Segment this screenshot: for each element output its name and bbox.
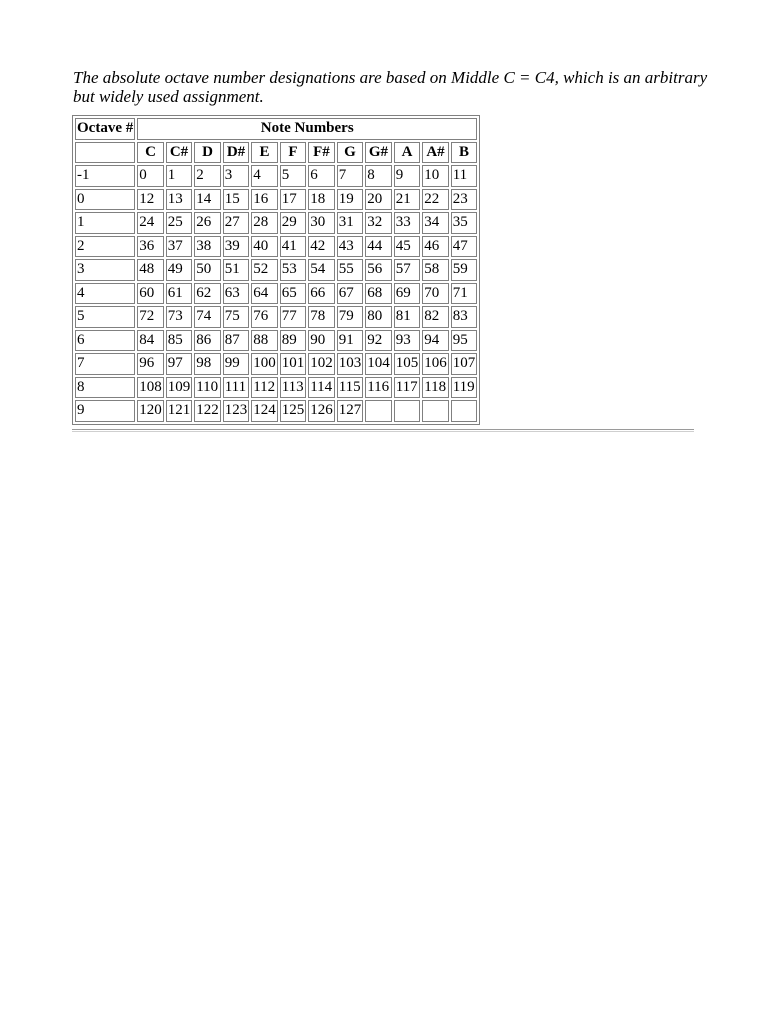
octave-cell: 6 (75, 330, 135, 352)
note-number-cell: 57 (394, 259, 421, 281)
note-number-cell: 42 (308, 236, 335, 258)
note-number-cell: 108 (137, 377, 164, 399)
header-row-top (75, 118, 477, 140)
note-number-cell: 52 (251, 259, 278, 281)
note-number-cell: 19 (337, 189, 364, 211)
note-number-cell: 2 (194, 165, 221, 187)
note-name-header: G (337, 142, 364, 164)
note-number-cell: 26 (194, 212, 221, 234)
table-body (75, 165, 477, 422)
note-number-cell: 64 (251, 283, 278, 305)
note-number-cell: 14 (194, 189, 221, 211)
note-number-cell: 54 (308, 259, 335, 281)
note-number-cell: 85 (166, 330, 193, 352)
note-number-cell: 97 (166, 353, 193, 375)
table-row (75, 306, 477, 328)
note-number-cell: 65 (280, 283, 307, 305)
note-numbers-header: Note Numbers (137, 118, 477, 140)
note-number-cell: 4 (251, 165, 278, 187)
note-number-cell: 74 (194, 306, 221, 328)
note-number-cell: 55 (337, 259, 364, 281)
note-number-cell: 72 (137, 306, 164, 328)
note-number-table (72, 115, 480, 425)
table-row (75, 165, 477, 187)
note-number-cell: 20 (365, 189, 392, 211)
note-number-cell: 112 (251, 377, 278, 399)
note-number-cell: 41 (280, 236, 307, 258)
note-number-cell: 104 (365, 353, 392, 375)
note-number-cell: 123 (223, 400, 250, 422)
note-number-cell: 73 (166, 306, 193, 328)
note-number-cell: 89 (280, 330, 307, 352)
note-name-header: G# (365, 142, 392, 164)
empty-header-cell (75, 142, 135, 164)
note-number-cell: 90 (308, 330, 335, 352)
note-number-cell: 102 (308, 353, 335, 375)
note-number-cell: 109 (166, 377, 193, 399)
octave-cell: 4 (75, 283, 135, 305)
note-number-cell: 77 (280, 306, 307, 328)
note-number-cell: 88 (251, 330, 278, 352)
table-row (75, 400, 477, 422)
note-number-cell: 82 (422, 306, 449, 328)
horizontal-rule (72, 429, 694, 432)
note-number-cell: 18 (308, 189, 335, 211)
note-number-cell: 94 (422, 330, 449, 352)
note-number-cell (422, 400, 449, 422)
table-row (75, 283, 477, 305)
note-number-cell: 37 (166, 236, 193, 258)
note-number-cell: 7 (337, 165, 364, 187)
octave-cell: 9 (75, 400, 135, 422)
note-number-cell: 58 (422, 259, 449, 281)
note-number-cell: 83 (451, 306, 478, 328)
note-number-cell: 113 (280, 377, 307, 399)
note-number-cell: 17 (280, 189, 307, 211)
note-number-cell: 13 (166, 189, 193, 211)
note-name-row (75, 142, 477, 164)
note-number-cell: 15 (223, 189, 250, 211)
note-name-header: F (280, 142, 307, 164)
note-number-cell: 56 (365, 259, 392, 281)
note-number-cell: 122 (194, 400, 221, 422)
note-number-cell: 114 (308, 377, 335, 399)
note-name-header: E (251, 142, 278, 164)
note-number-cell: 47 (451, 236, 478, 258)
octave-cell: 8 (75, 377, 135, 399)
note-number-cell: 51 (223, 259, 250, 281)
note-number-cell: 107 (451, 353, 478, 375)
note-name-header: D (194, 142, 221, 164)
note-number-cell: 81 (394, 306, 421, 328)
note-number-cell: 91 (337, 330, 364, 352)
note-number-cell: 93 (394, 330, 421, 352)
table-row (75, 236, 477, 258)
note-number-cell: 46 (422, 236, 449, 258)
note-name-header: C# (166, 142, 193, 164)
note-number-cell: 126 (308, 400, 335, 422)
note-number-cell: 103 (337, 353, 364, 375)
note-number-cell: 71 (451, 283, 478, 305)
intro-text: The absolute octave number designations are based on Middle C = C4, which is an arbitrary but widely used assignment. (73, 68, 708, 106)
note-number-cell: 60 (137, 283, 164, 305)
table-row (75, 189, 477, 211)
note-number-cell: 1 (166, 165, 193, 187)
note-number-cell: 36 (137, 236, 164, 258)
note-number-cell: 66 (308, 283, 335, 305)
octave-cell: 0 (75, 189, 135, 211)
note-name-header: F# (308, 142, 335, 164)
note-number-cell: 117 (394, 377, 421, 399)
note-number-cell: 43 (337, 236, 364, 258)
note-number-cell: 87 (223, 330, 250, 352)
note-name-header: B (451, 142, 478, 164)
note-number-cell: 33 (394, 212, 421, 234)
note-number-cell: 67 (337, 283, 364, 305)
note-number-cell: 32 (365, 212, 392, 234)
note-number-cell: 86 (194, 330, 221, 352)
note-number-cell: 68 (365, 283, 392, 305)
octave-cell: 7 (75, 353, 135, 375)
note-name-header: A (394, 142, 421, 164)
note-number-cell: 105 (394, 353, 421, 375)
table-row (75, 259, 477, 281)
note-number-cell: 50 (194, 259, 221, 281)
note-number-cell: 63 (223, 283, 250, 305)
note-number-cell: 12 (137, 189, 164, 211)
note-number-cell: 45 (394, 236, 421, 258)
note-name-header: C (137, 142, 164, 164)
note-number-table-container (72, 115, 480, 425)
table-row (75, 330, 477, 352)
note-number-cell: 92 (365, 330, 392, 352)
note-number-cell: 79 (337, 306, 364, 328)
note-number-cell: 99 (223, 353, 250, 375)
table-row (75, 377, 477, 399)
note-number-cell (451, 400, 478, 422)
note-number-cell: 22 (422, 189, 449, 211)
note-number-cell (365, 400, 392, 422)
note-number-cell: 27 (223, 212, 250, 234)
note-number-cell: 101 (280, 353, 307, 375)
note-number-cell: 9 (394, 165, 421, 187)
note-number-cell: 10 (422, 165, 449, 187)
octave-cell: 1 (75, 212, 135, 234)
note-number-cell: 34 (422, 212, 449, 234)
note-number-cell: 21 (394, 189, 421, 211)
note-number-cell: 0 (137, 165, 164, 187)
note-number-cell: 76 (251, 306, 278, 328)
note-number-cell: 35 (451, 212, 478, 234)
note-number-cell: 30 (308, 212, 335, 234)
octave-column-header: Octave # (75, 118, 135, 140)
note-number-cell: 24 (137, 212, 164, 234)
note-number-cell: 11 (451, 165, 478, 187)
note-number-cell: 69 (394, 283, 421, 305)
octave-cell: 2 (75, 236, 135, 258)
note-number-cell: 29 (280, 212, 307, 234)
table-row (75, 212, 477, 234)
note-number-cell: 53 (280, 259, 307, 281)
note-number-cell: 40 (251, 236, 278, 258)
note-number-cell: 125 (280, 400, 307, 422)
note-number-cell: 84 (137, 330, 164, 352)
note-number-cell: 39 (223, 236, 250, 258)
note-number-cell: 106 (422, 353, 449, 375)
note-number-cell: 116 (365, 377, 392, 399)
note-number-cell: 118 (422, 377, 449, 399)
table-row (75, 353, 477, 375)
note-number-cell: 38 (194, 236, 221, 258)
note-number-cell: 120 (137, 400, 164, 422)
note-number-cell: 23 (451, 189, 478, 211)
note-number-cell: 78 (308, 306, 335, 328)
note-number-cell: 31 (337, 212, 364, 234)
note-number-cell: 25 (166, 212, 193, 234)
note-number-cell: 111 (223, 377, 250, 399)
note-number-cell: 48 (137, 259, 164, 281)
octave-cell: 5 (75, 306, 135, 328)
note-number-cell: 80 (365, 306, 392, 328)
note-number-cell: 98 (194, 353, 221, 375)
note-number-cell: 124 (251, 400, 278, 422)
note-number-cell: 16 (251, 189, 278, 211)
note-number-cell: 59 (451, 259, 478, 281)
note-number-cell: 44 (365, 236, 392, 258)
note-name-header: A# (422, 142, 449, 164)
note-number-cell: 96 (137, 353, 164, 375)
note-number-cell: 62 (194, 283, 221, 305)
note-number-cell: 121 (166, 400, 193, 422)
note-number-cell: 115 (337, 377, 364, 399)
note-number-cell: 100 (251, 353, 278, 375)
note-number-cell: 110 (194, 377, 221, 399)
note-number-cell: 6 (308, 165, 335, 187)
note-number-cell: 61 (166, 283, 193, 305)
note-number-cell: 49 (166, 259, 193, 281)
note-number-cell: 127 (337, 400, 364, 422)
note-name-header: D# (223, 142, 250, 164)
note-number-cell: 3 (223, 165, 250, 187)
note-number-cell: 75 (223, 306, 250, 328)
octave-cell: 3 (75, 259, 135, 281)
note-number-cell: 119 (451, 377, 478, 399)
note-number-cell: 70 (422, 283, 449, 305)
note-number-cell: 95 (451, 330, 478, 352)
note-number-cell: 28 (251, 212, 278, 234)
note-number-cell: 8 (365, 165, 392, 187)
octave-cell: -1 (75, 165, 135, 187)
note-number-cell: 5 (280, 165, 307, 187)
note-number-cell (394, 400, 421, 422)
